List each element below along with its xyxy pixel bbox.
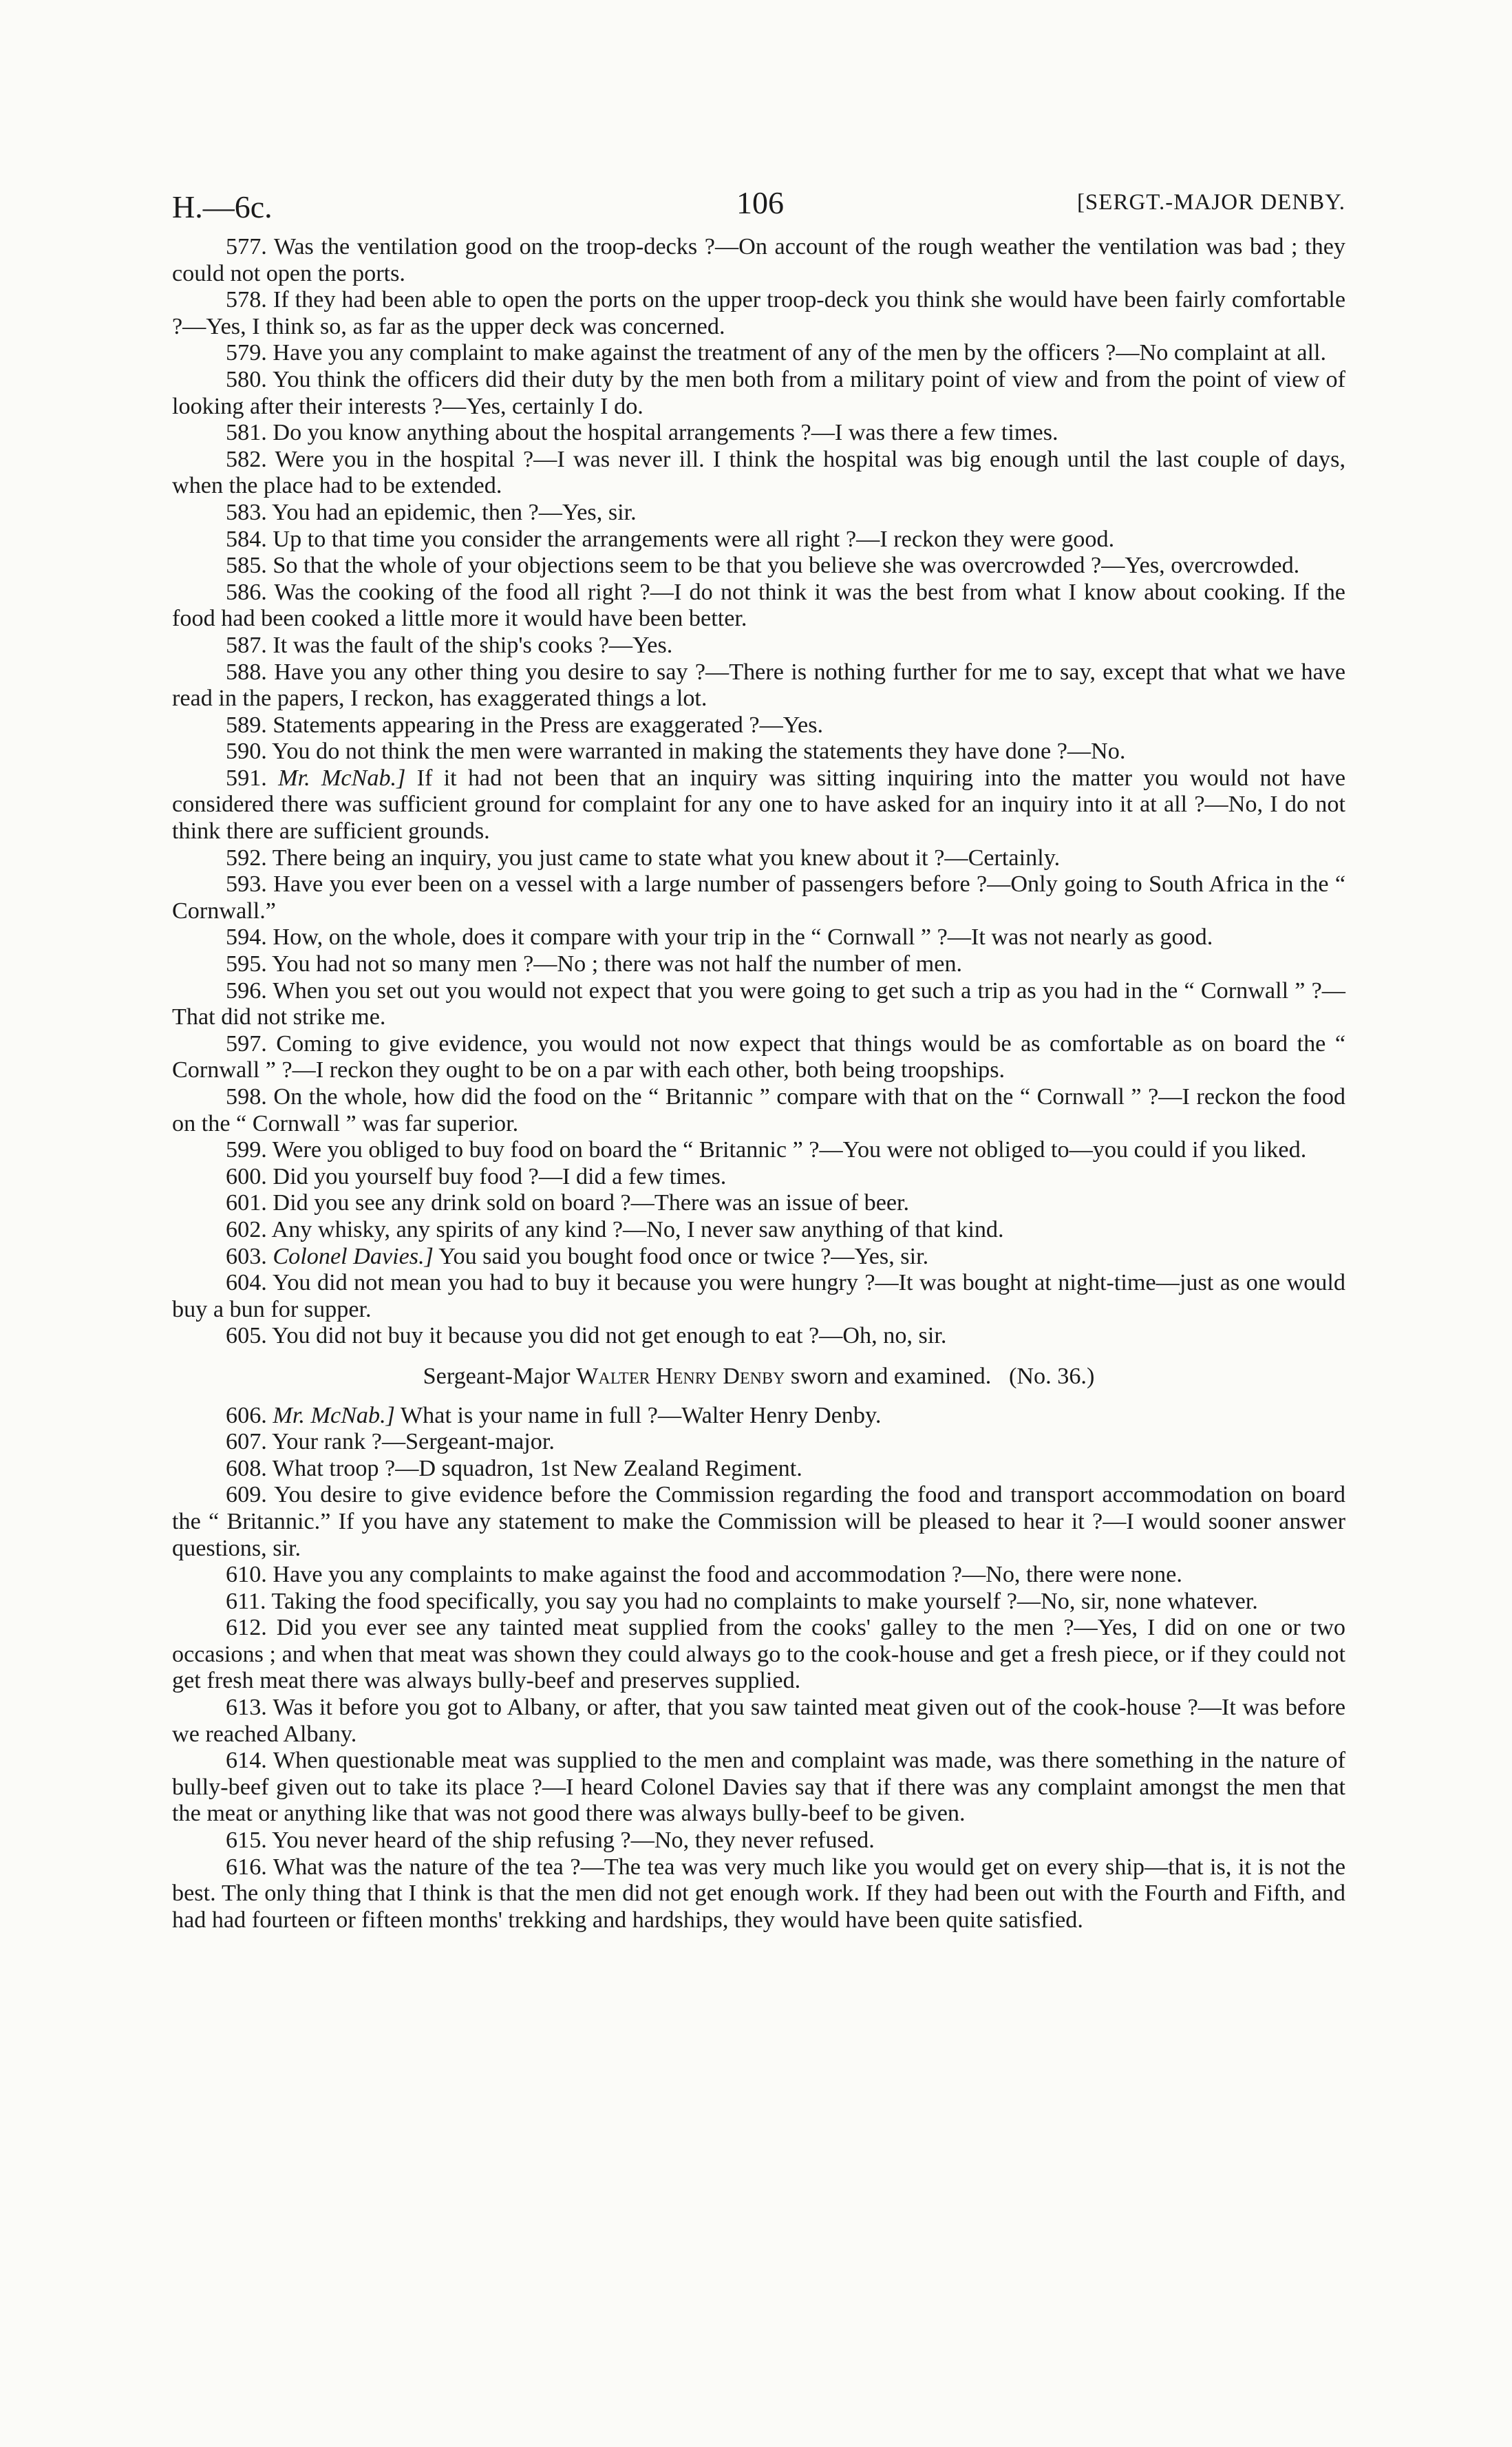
question-number: 614. bbox=[226, 1748, 267, 1774]
question-number: 598. bbox=[226, 1084, 267, 1110]
testimony-paragraph bbox=[172, 553, 1345, 580]
question-answer-text: What was the nature of the tea ?—The tea was very much like you would get on every ship—that is, it is not the best. The only thing that I think is that the men did not get enough work. If they had been out with the Fourth and Fifth, and had had fourteen or fifteen months' trekking and hardships, they would have been quite satisfied. bbox=[172, 1854, 1345, 1933]
question-answer-text: Up to that time you consider the arrangements were all right ?—I reckon they were good. bbox=[273, 526, 1115, 552]
question-answer-text: Have you any complaints to make against the food and accommodation ?—No, there were none. bbox=[273, 1562, 1182, 1588]
question-answer-text: Have you ever been on a vessel with a large number of passengers before ?—Only going to South Africa in the “ Cornwall.” bbox=[172, 871, 1346, 924]
witness-prefix: Sergeant-Major bbox=[423, 1363, 571, 1389]
testimony-paragraph bbox=[172, 1217, 1345, 1244]
question-number: 586. bbox=[226, 579, 267, 605]
question-number: 608. bbox=[226, 1455, 267, 1481]
testimony-paragraph bbox=[172, 1164, 1345, 1191]
testimony-paragraph bbox=[172, 1828, 1345, 1854]
witness-name: Walter Henry Denby bbox=[576, 1363, 785, 1389]
testimony-paragraph bbox=[172, 871, 1345, 924]
testimony-paragraph bbox=[172, 845, 1345, 872]
testimony-paragraph bbox=[172, 1244, 1345, 1271]
question-answer-text: Was the cooking of the food all right ?—I do not think it was the best from what I know about cooking. If the food had been cooked a little more it would have been better. bbox=[172, 579, 1345, 632]
question-number: 577. bbox=[226, 234, 267, 259]
question-answer-text: Did you ever see any tainted meat supplied from the cooks' galley to the men ?—Yes, I did on one or two occasions ; and when that meat was shown they could always go to the cook-house and get a fresh piece, or if they could not get fresh meat there was always bully-beef and preserves supplied. bbox=[172, 1615, 1345, 1694]
testimony-paragraph bbox=[172, 1084, 1345, 1137]
question-answer-text: Have you any complaint to make against the treatment of any of the men by the officers ?—No complaint at all. bbox=[273, 340, 1327, 366]
testimony-paragraph bbox=[172, 1854, 1345, 1934]
question-number: 579. bbox=[226, 340, 267, 366]
question-answer-text: You think the officers did their duty by the men both from a military point of view and from the point of view of looking after their interests ?—Yes, certainly I do. bbox=[172, 366, 1346, 419]
testimony-paragraph bbox=[172, 1270, 1345, 1323]
question-number: 578. bbox=[226, 287, 267, 313]
page-header bbox=[172, 179, 1345, 234]
question-answer-text: Was the ventilation good on the troop-decks ?—On account of the rough weather the ventilation was bad ; they could not open the ports. bbox=[172, 234, 1345, 286]
question-answer-text: What troop ?—D squadron, 1st New Zealand Regiment. bbox=[272, 1455, 802, 1481]
question-number: 601. bbox=[226, 1190, 267, 1216]
testimony-paragraph bbox=[172, 1615, 1345, 1695]
question-answer-text: Any whisky, any spirits of any kind ?—No, I never saw anything of that kind. bbox=[271, 1216, 1004, 1242]
speaker-name: Mr. McNab.] bbox=[278, 765, 406, 791]
running-head: [SERGT.-MAJOR DENBY. bbox=[1076, 190, 1345, 215]
question-answer-text: You did not buy it because you did not get enough to eat ?—Oh, no, sir. bbox=[272, 1323, 947, 1349]
question-answer-text: Did you see any drink sold on board ?—There was an issue of beer. bbox=[273, 1190, 910, 1216]
question-answer-text: Was it before you got to Albany, or after, that you saw tainted meat given out of the cook-house ?—It was before we reached Albany. bbox=[172, 1695, 1345, 1747]
question-number: 613. bbox=[226, 1695, 267, 1721]
question-number: 602. bbox=[226, 1216, 267, 1242]
witness-suffix: sworn and examined. bbox=[790, 1363, 992, 1389]
question-answer-text: There being an inquiry, you just came to state what you knew about it ?—Certainly. bbox=[272, 845, 1061, 871]
question-answer-text: You had an epidemic, then ?—Yes, sir. bbox=[272, 499, 637, 525]
question-answer-text: You never heard of the ship refusing ?—No, they never refused. bbox=[272, 1828, 875, 1854]
testimony-paragraph bbox=[172, 1403, 1345, 1430]
testimony-paragraph bbox=[172, 420, 1345, 447]
question-number: 590. bbox=[226, 739, 267, 765]
question-number: 591. bbox=[226, 765, 267, 791]
question-answer-text: Coming to give evidence, you would not now expect that things would be as comfortable as on board the “ Cornwall ” ?—I reckon they ought to be on a par with each other, both being troopships. bbox=[172, 1030, 1345, 1083]
document-page bbox=[172, 179, 1345, 1934]
question-answer-text: You had not so many men ?—No ; there was not half the number of men. bbox=[272, 951, 963, 977]
question-number: 603. bbox=[226, 1243, 267, 1269]
question-answer-text: So that the whole of your objections seem to be that you believe she was overcrowded ?—Yes, overcrowded. bbox=[273, 553, 1300, 579]
witness-number: (No. 36.) bbox=[1008, 1363, 1095, 1389]
testimony-block-1 bbox=[172, 234, 1345, 1350]
question-answer-text: Have you any other thing you desire to say ?—There is nothing further for me to say, except that what we have read in the papers, I reckon, has exaggerated things a lot. bbox=[172, 659, 1346, 712]
question-number: 595. bbox=[226, 951, 267, 977]
question-answer-text: You said you bought food once or twice ?—Yes, sir. bbox=[438, 1243, 929, 1269]
question-number: 607. bbox=[226, 1429, 267, 1455]
question-answer-text: Taking the food specifically, you say you had no complaints to make yourself ?—No, sir, none whatever. bbox=[271, 1588, 1258, 1614]
testimony-paragraph bbox=[172, 287, 1345, 340]
document-body bbox=[172, 234, 1345, 1934]
question-answer-text: It was the fault of the ship's cooks ?—Yes. bbox=[273, 632, 673, 658]
question-number: 605. bbox=[226, 1323, 267, 1349]
question-number: 587. bbox=[226, 632, 267, 658]
testimony-paragraph bbox=[172, 1137, 1345, 1164]
testimony-paragraph bbox=[172, 712, 1345, 739]
testimony-paragraph bbox=[172, 1562, 1345, 1589]
question-number: 612. bbox=[226, 1615, 267, 1641]
testimony-paragraph bbox=[172, 1031, 1345, 1084]
question-answer-text: When questionable meat was supplied to the men and complaint was made, was there something in the nature of bully-beef given out to take its place ?—I heard Colonel Davies say that if there was any complaint amongst the men that the meat or anything like that was not good there was always bully-beef to be given. bbox=[172, 1748, 1345, 1827]
testimony-paragraph bbox=[172, 659, 1345, 712]
testimony-paragraph bbox=[172, 527, 1345, 553]
question-answer-text: What is your name in full ?—Walter Henry Denby. bbox=[400, 1402, 882, 1428]
testimony-paragraph bbox=[172, 951, 1345, 978]
testimony-paragraph bbox=[172, 1429, 1345, 1456]
testimony-paragraph bbox=[172, 580, 1345, 633]
speaker-name: Colonel Davies.] bbox=[273, 1243, 434, 1269]
testimony-paragraph bbox=[172, 340, 1345, 367]
testimony-paragraph bbox=[172, 633, 1345, 659]
question-number: 582. bbox=[226, 446, 267, 472]
question-number: 584. bbox=[226, 526, 267, 552]
question-number: 616. bbox=[226, 1854, 267, 1880]
question-number: 585. bbox=[226, 553, 267, 579]
testimony-paragraph bbox=[172, 500, 1345, 527]
testimony-paragraph bbox=[172, 1482, 1345, 1562]
question-number: 580. bbox=[226, 366, 267, 392]
question-number: 604. bbox=[226, 1270, 267, 1296]
speaker-name: Mr. McNab.] bbox=[273, 1402, 395, 1428]
question-answer-text: You desire to give evidence before the Commission regarding the food and transport accommodation on board the “ Britannic.” If you have any statement to make the Commission will be pleased to hear it ?—I would sooner answer questions, sir. bbox=[172, 1482, 1345, 1561]
question-number: 599. bbox=[226, 1137, 267, 1163]
question-number: 615. bbox=[226, 1828, 267, 1854]
question-number: 597. bbox=[226, 1030, 267, 1057]
testimony-paragraph bbox=[172, 739, 1345, 765]
testimony-paragraph bbox=[172, 1456, 1345, 1483]
question-answer-text: Were you in the hospital ?—I was never ill. I think the hospital was big enough until the last couple of days, when the place had to be extended. bbox=[172, 446, 1345, 499]
report-code: H.—6c. bbox=[172, 189, 273, 224]
question-answer-text: Were you obliged to buy food on board the “ Britannic ” ?—You were not obliged to—you could if you liked. bbox=[272, 1137, 1307, 1163]
question-answer-text: Did you yourself buy food ?—I did a few times. bbox=[273, 1163, 727, 1189]
question-number: 593. bbox=[226, 871, 267, 898]
question-number: 592. bbox=[226, 845, 267, 871]
page-number: 106 bbox=[736, 185, 784, 220]
question-answer-text: Your rank ?—Sergeant-major. bbox=[272, 1429, 555, 1455]
question-number: 610. bbox=[226, 1562, 267, 1588]
testimony-paragraph bbox=[172, 367, 1345, 420]
question-number: 600. bbox=[226, 1163, 267, 1189]
question-answer-text: Statements appearing in the Press are exaggerated ?—Yes. bbox=[273, 712, 824, 738]
testimony-paragraph bbox=[172, 765, 1345, 845]
testimony-block-2 bbox=[172, 1403, 1345, 1934]
testimony-paragraph bbox=[172, 1323, 1345, 1350]
question-number: 581. bbox=[226, 420, 267, 446]
question-answer-text: How, on the whole, does it compare with your trip in the “ Cornwall ” ?—It was not nearly as good. bbox=[273, 924, 1213, 951]
question-answer-text: You did not mean you had to buy it because you were hungry ?—It was bought at night-time—just as one would buy a bun for supper. bbox=[172, 1270, 1345, 1322]
question-number: 588. bbox=[226, 659, 267, 685]
question-answer-text: Do you know anything about the hospital arrangements ?—I was there a few times. bbox=[273, 420, 1058, 446]
testimony-paragraph bbox=[172, 234, 1345, 287]
testimony-paragraph bbox=[172, 1589, 1345, 1616]
question-number: 606. bbox=[226, 1402, 267, 1428]
question-answer-text: You do not think the men were warranted in making the statements they have done ?—No. bbox=[272, 739, 1126, 765]
question-answer-text: When you set out you would not expect that you were going to get such a trip as you had in the “ Cornwall ” ?—That did not strike me. bbox=[172, 977, 1345, 1030]
question-number: 609. bbox=[226, 1482, 267, 1508]
question-number: 611. bbox=[226, 1588, 266, 1614]
question-number: 583. bbox=[226, 499, 267, 525]
testimony-paragraph bbox=[172, 1695, 1345, 1748]
question-number: 594. bbox=[226, 924, 267, 951]
question-number: 589. bbox=[226, 712, 267, 738]
question-answer-text: If they had been able to open the ports on the upper troop-deck you think she would have been fairly comfortable ?—Yes, I think so, as far as the upper deck was concerned. bbox=[172, 287, 1346, 339]
testimony-paragraph bbox=[172, 447, 1345, 500]
testimony-paragraph bbox=[172, 924, 1345, 951]
testimony-paragraph bbox=[172, 1748, 1345, 1828]
testimony-paragraph bbox=[172, 978, 1345, 1031]
testimony-paragraph bbox=[172, 1190, 1345, 1217]
witness-heading bbox=[172, 1364, 1345, 1390]
question-number: 596. bbox=[226, 977, 267, 1004]
question-answer-text: If it had not been that an inquiry was sitting inquiring into the matter you would not have considered there was sufficient ground for complaint for any one to have asked for an inquiry into it at all ?—No, I do not think there are sufficient grounds. bbox=[172, 765, 1345, 845]
question-answer-text: On the whole, how did the food on the “ Britannic ” compare with that on the “ Cornwall ” ?—I reckon the food on the “ Cornwall ” was far superior. bbox=[172, 1084, 1346, 1136]
